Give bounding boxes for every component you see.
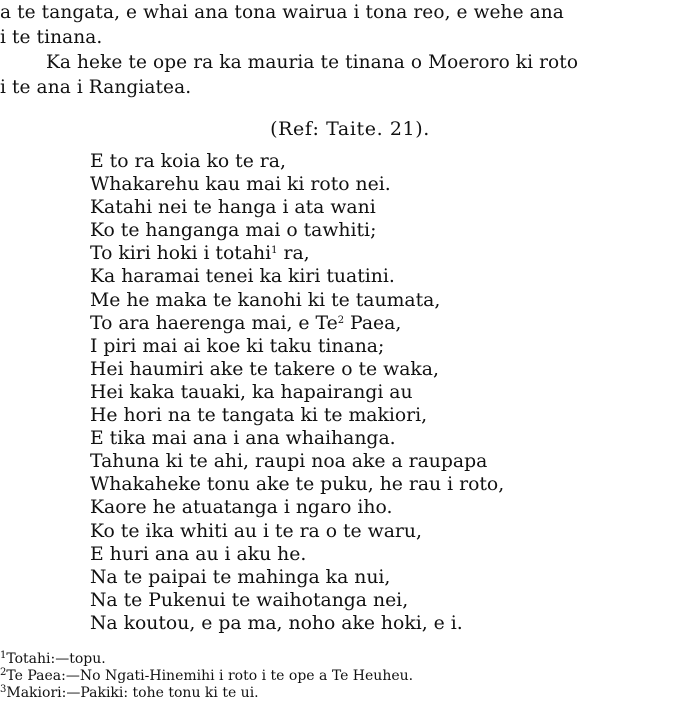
- footnote-marker: 2: [337, 314, 345, 326]
- prose-line: i te ana i Rangiatea.: [0, 77, 192, 98]
- footnote-text: Makiori:—Pakiki: tohe tonu ki te ui.: [6, 685, 259, 701]
- prose-line: a te tangata, e whai ana tona wairua i tona reo, e wehe ana: [0, 2, 564, 23]
- poem-verse: Me he maka te kanohi ki te taumata,: [90, 289, 441, 311]
- poem-verse: Whakarehu kau mai ki roto nei.: [90, 174, 391, 196]
- poem-verse: Tahuna ki te ahi, raupi noa ake a raupapa: [90, 451, 488, 473]
- footnote: [0, 685, 700, 702]
- poem-verse: E to ra koia ko te ra,: [90, 151, 286, 172]
- poem-verse: Hei haumiri ake te takere o te waka,: [90, 358, 439, 380]
- footnote-number: 1: [0, 650, 7, 661]
- poem-verse: Hei kaka tauaki, ka hapairangi au: [90, 381, 413, 403]
- verse-text: ra,: [277, 243, 310, 265]
- poem-verse: Katahi nei te hanga i ata wani: [90, 197, 376, 219]
- footnote: [0, 651, 700, 668]
- footnote-text: Totahi:—topu.: [6, 651, 106, 667]
- poem-verse: Whakaheke tonu ake te puku, he rau i roto,: [90, 474, 505, 496]
- prose-block: [0, 0, 700, 100]
- prose-line: i te tinana.: [0, 27, 103, 48]
- verse-text: To kiri hoki i totahi: [90, 243, 272, 265]
- poem-verse: Na koutou, e pa ma, noho ake hoki, e i.: [90, 612, 463, 634]
- poem-verse: Ka haramai tenei ka kiri tuatini.: [90, 266, 395, 288]
- footnote-text: Te Paea:—No Ngati-Hinemihi i roto i te ope a Te Heuheu.: [6, 668, 414, 684]
- poem-verse: Ko te ika whiti au i te ra o te waru,: [90, 520, 422, 542]
- poem-block: [90, 150, 700, 635]
- poem-verse: Ko te hanganga mai o tawhiti;: [90, 220, 377, 242]
- footnote-marker: 1: [271, 245, 278, 257]
- poem-verse: [90, 312, 700, 335]
- poem-verse: Na te Pukenui te waihotanga nei,: [90, 589, 409, 611]
- poem-verse: Na te paipai te mahinga ka nui,: [90, 566, 391, 588]
- poem-verse: E tika mai ana i ana whaihanga.: [90, 428, 396, 450]
- footnotes: [0, 651, 700, 702]
- poem-verse: Kaore he atuatanga i ngaro iho.: [90, 497, 393, 519]
- footnote: [0, 668, 700, 685]
- footnote-number: 2: [0, 667, 7, 678]
- verse-text: To ara haerenga mai, e Te: [90, 312, 338, 334]
- poem-verse: E huri ana au i aku he.: [90, 543, 307, 565]
- poem-verse: He hori na te tangata ki te makiori,: [90, 405, 428, 427]
- poem-verse: I piri mai ai koe ki taku tinana;: [90, 335, 385, 357]
- reference-heading: (Ref: Taite. 21).: [270, 118, 430, 140]
- footnote-number: 3: [0, 684, 7, 695]
- poem-verse: [90, 242, 700, 265]
- verse-text: Paea,: [344, 312, 402, 334]
- prose-line: Ka heke te ope ra ka mauria te tinana o Moeroro ki roto: [46, 52, 579, 73]
